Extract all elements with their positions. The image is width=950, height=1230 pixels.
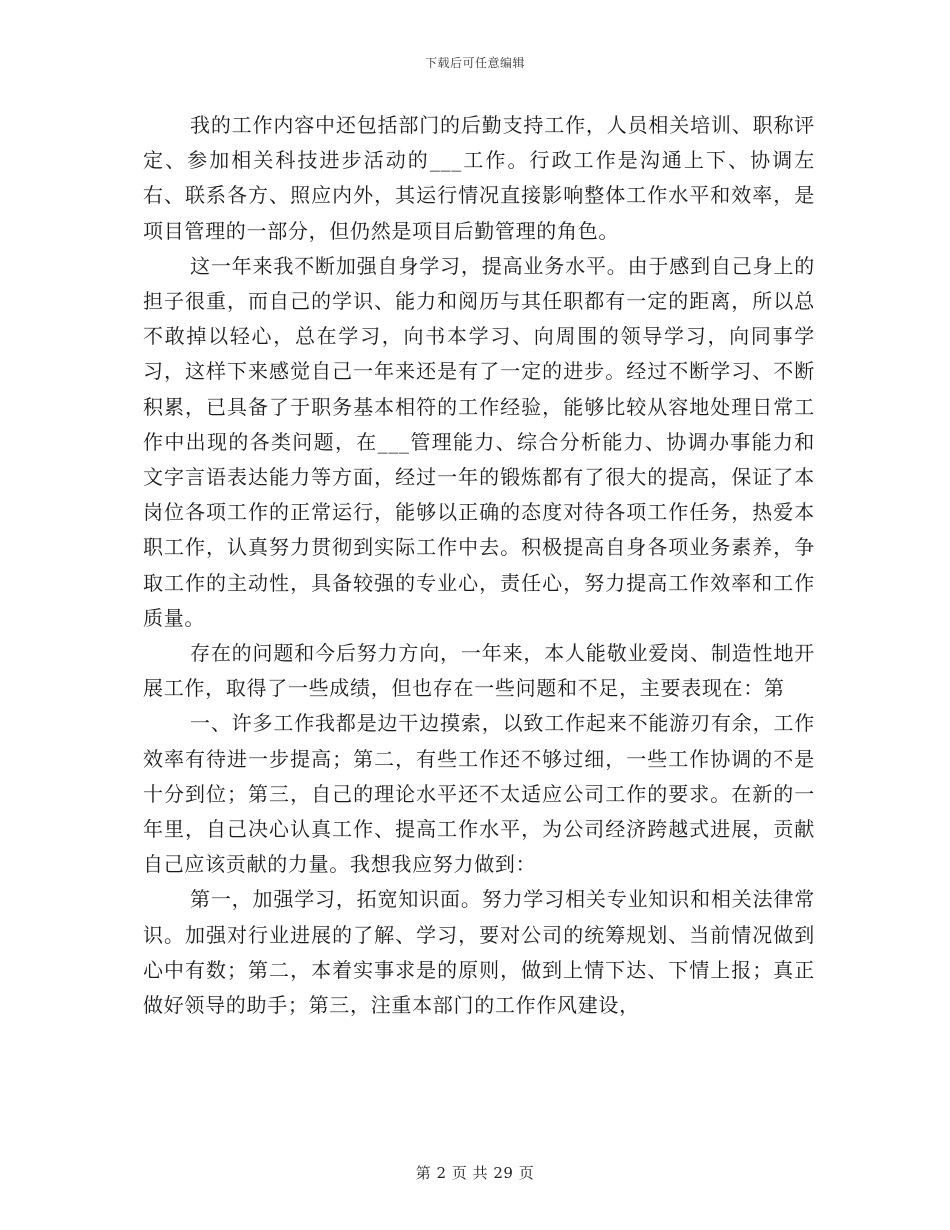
paragraph: 第一，加强学习，拓宽知识面。努力学习相关专业知识和相关法律常识。加强对行业进展的了解、学习，要对公司的统筹规划、当前情况做到心中有数；第二，本着实事求是的原则，做到上情下达、下情上报；真正做好领导的助手；第三，注重本部门的工作作风建设， <box>143 887 815 1018</box>
paragraph: 我的工作内容中还包括部门的后勤支持工作，人员相关培训、职称评定、参加相关科技进步活动的___工作。行政工作是沟通上下、协调左右、联系各方、照应内外，其运行情况直接影响整体工作水平和效率，是项目管理的一部分，但仍然是项目后勤管理的角色。 <box>143 113 815 243</box>
paragraph: 存在的问题和今后努力方向，一年来，本人能敬业爱岗、制造性地开展工作，取得了一些成绩，但也存在一些问题和不足，主要表现在：第 <box>143 641 815 701</box>
paragraph: 这一年来我不断加强自身学习，提高业务水平。由于感到自己身上的担子很重，而自己的学识、能力和阅历与其任职都有一定的距离，所以总不敢掉以轻心，总在学习，向书本学习、向周围的领导学习，向同事学习，这样下来感觉自己一年来还是有了一定的进步。经过不断学习、不断积累，已具备了于职务基本相符的工作经验，能够比较从容地处理日常工作中出现的各类问题，在___管理能力、综合分析能力、协调办事能力和文字言语表达能力等方面，经过一年的锻炼都有了很大的提高，保证了本岗位各项工作的正常运行，能够以正确的态度对待各项工作任务，热爱本职工作，认真努力贯彻到实际工作中去。积极提高自身各项业务素养，争取工作的主动性，具备较强的专业心，责任心，努力提高工作效率和工作质量。 <box>143 253 815 630</box>
document-body <box>143 108 815 1023</box>
paragraph: 一、许多工作我都是边干边摸索，以致工作起来不能游刃有余，工作效率有待进一步提高；第二，有些工作还不够过细，一些工作协调的不是十分到位；第三，自己的理论水平还不太适应公司工作的要求。在新的一年里，自己决心认真工作、提高工作水平，为公司经济跨越式进展，贡献自己应该贡献的力量。我想我应努力做到： <box>143 711 815 877</box>
page-number: 第 2 页 共 29 页 <box>415 1164 535 1182</box>
page-header: 下载后可任意编辑 <box>424 56 525 70</box>
